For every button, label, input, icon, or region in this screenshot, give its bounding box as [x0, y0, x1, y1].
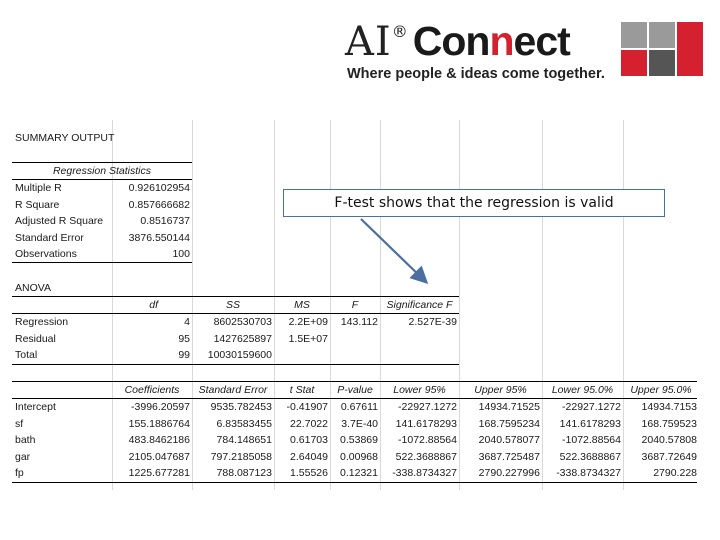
anova-title: ANOVA — [15, 282, 51, 294]
coef-cell: 797.2185058 — [210, 450, 272, 463]
summary-output-title: SUMMARY OUTPUT — [15, 132, 115, 144]
logo-square-icon — [621, 50, 647, 76]
anova-cell: 8602530703 — [213, 316, 272, 328]
stat-value: 0.8516737 — [140, 215, 190, 227]
coef-row-fp — [12, 465, 707, 482]
coef-header-cell: Upper 95.0% — [630, 384, 692, 396]
coef-header-cell: P-value — [337, 384, 373, 396]
stat-label: Multiple R — [15, 182, 62, 194]
stat-label: Observations — [15, 248, 77, 260]
coef-cell: 1225.677281 — [128, 467, 190, 479]
logo-square-icon — [649, 50, 675, 76]
anova-cell: 99 — [178, 349, 190, 361]
logo-connect-text — [413, 18, 570, 64]
logo-square-icon — [621, 22, 647, 48]
coef-cell: bath — [15, 434, 36, 446]
anova-header-cell: F — [351, 299, 359, 311]
logo-square-icon — [677, 22, 703, 76]
coef-cell: 9535.782453 — [210, 401, 272, 413]
coef-cell: 2.64049 — [290, 450, 328, 463]
coef-header-cell: Lower 95.0% — [551, 384, 614, 396]
anova-cell: 143.112 — [340, 316, 378, 328]
anova-header-cell: MS — [294, 299, 310, 311]
logo-tagline: Where people & ideas come together. — [347, 66, 605, 82]
stat-value: 0.926102954 — [128, 182, 190, 194]
anova-cell: 2.2E+09 — [288, 316, 328, 328]
coef-cell: 522.3688867 — [559, 450, 621, 463]
stat-value: 0.857666682 — [128, 198, 190, 211]
anova-cell: 2.527E-39 — [408, 316, 457, 328]
logo-connect-part-2: ect — [513, 18, 570, 64]
anova-cell: Total — [15, 349, 38, 361]
anova-cell: 95 — [178, 332, 190, 345]
ai-connect-logo — [345, 18, 705, 88]
coef-cell: -22927.1272 — [562, 401, 621, 413]
f-test-annotation-box: F-test shows that the regression is valid — [283, 189, 665, 217]
coef-cell: 14934.7153 — [641, 401, 697, 413]
coef-cell: 14934.71525 — [478, 401, 540, 413]
coef-cell: 2790.227996 — [478, 467, 540, 479]
stat-label: Standard Error — [15, 231, 84, 244]
coef-cell: -22927.1272 — [398, 401, 457, 413]
coef-header-cell: Standard Error — [198, 384, 268, 396]
sheet-title-row — [12, 130, 707, 147]
anova-cell: 1427625897 — [213, 332, 272, 345]
anova-cell: Regression — [15, 316, 69, 328]
coef-cell: -1072.88564 — [398, 434, 457, 446]
coef-cell: 155.1886764 — [128, 417, 190, 430]
anova-cell: 10030159600 — [207, 349, 272, 361]
coef-cell: fp — [15, 467, 24, 479]
anova-header-cell: Significance F — [386, 299, 453, 311]
coef-cell: -1072.88564 — [562, 434, 621, 446]
coef-cell: 0.67611 — [340, 401, 378, 413]
coef-cell: 141.6178293 — [395, 417, 457, 430]
coef-cell: 168.7595234 — [478, 417, 540, 430]
coef-header-cell: Lower 95% — [393, 384, 446, 396]
coef-row-gar — [12, 449, 707, 466]
coef-row-sf — [12, 416, 707, 433]
anova-cell: Residual — [15, 332, 56, 345]
coef-cell: 788.087123 — [216, 467, 272, 479]
stat-value: 100 — [172, 248, 190, 260]
regression-statistics-header: Regression Statistics — [52, 165, 152, 177]
coef-cell: 0.53869 — [340, 434, 378, 446]
annotation-arrow-icon — [355, 215, 435, 290]
logo-ai-text: AI — [345, 19, 392, 65]
stat-label: Adjusted R Square — [15, 215, 104, 227]
coef-header-cell: Coefficients — [124, 384, 180, 396]
anova-row — [12, 314, 707, 331]
coef-cell: 1.55526 — [290, 467, 328, 479]
coef-header-cell: Upper 95% — [474, 384, 527, 396]
coef-cell: 2105.047687 — [128, 450, 190, 463]
coef-cell: -338.8734327 — [556, 467, 621, 479]
coef-cell: 3687.72649 — [641, 450, 697, 463]
coef-cell: 3687.725487 — [478, 450, 540, 463]
coef-cell: -338.8734327 — [392, 467, 457, 479]
coef-cell: 0.12321 — [340, 467, 378, 479]
logo-square-icon — [649, 22, 675, 48]
coef-cell: -0.41907 — [286, 401, 328, 413]
coef-cell: 784.148651 — [216, 434, 272, 446]
coef-cell: 2040.57808 — [641, 434, 697, 446]
stat-value: 3876.550144 — [128, 231, 190, 244]
coef-cell: -3996.20597 — [131, 401, 190, 413]
anova-row — [12, 347, 707, 364]
coef-cell: 483.8462186 — [128, 434, 190, 446]
logo-registered-mark: ® — [391, 22, 408, 41]
anova-cell: 1.5E+07 — [288, 332, 328, 345]
anova-header-row — [12, 297, 707, 314]
coef-cell: 141.6178293 — [559, 417, 621, 430]
stat-label: R Square — [15, 198, 60, 211]
coef-cell: 3.7E-40 — [341, 417, 378, 430]
anova-header-cell: SS — [225, 299, 240, 311]
coef-cell: gar — [15, 450, 31, 463]
coef-cell: 0.00968 — [340, 450, 378, 463]
coef-cell: 2790.228 — [653, 467, 697, 479]
coef-row-bath — [12, 432, 707, 449]
coef-cell: 168.759523 — [641, 417, 697, 430]
coef-cell: sf — [15, 417, 24, 430]
logo-wordmark — [345, 18, 570, 65]
coef-cell: 0.61703 — [290, 434, 328, 446]
coef-cell: 2040.578077 — [478, 434, 540, 446]
logo-connect-part-1: Con — [412, 18, 490, 64]
coefficients-header-row — [12, 382, 707, 399]
regression-statistics-header-row — [12, 163, 707, 180]
logo-connect-red-n: n — [489, 18, 514, 64]
coef-header-cell: t Stat — [289, 384, 315, 396]
anova-cell: 4 — [184, 316, 190, 328]
coef-cell: 22.7022 — [290, 417, 328, 430]
anova-row — [12, 331, 707, 348]
coef-cell: 6.83583455 — [216, 417, 272, 430]
anova-header-cell: df — [149, 299, 158, 311]
coef-cell: 522.3688867 — [395, 450, 457, 463]
coef-row-intercept — [12, 399, 707, 416]
regression-summary-sheet — [12, 120, 707, 490]
coef-cell: Intercept — [15, 401, 56, 413]
